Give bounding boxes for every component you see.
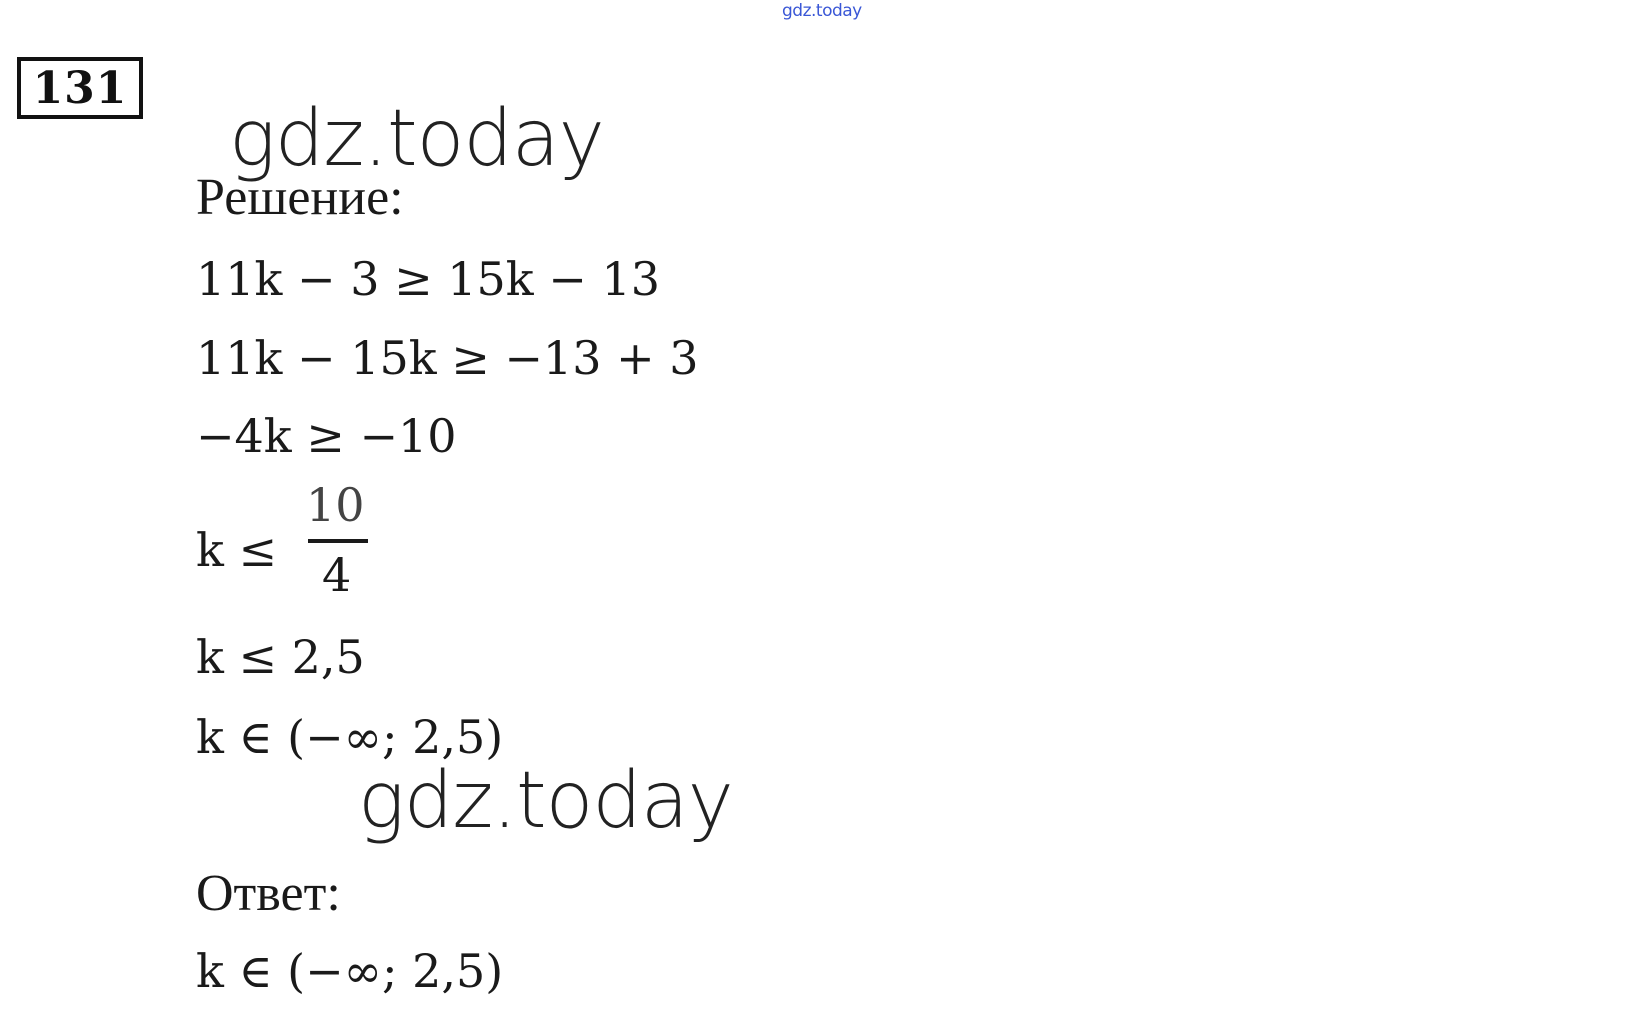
- problem-number: 131: [32, 62, 128, 114]
- fraction-lhs: k ≤: [196, 523, 278, 577]
- fraction-bar: [308, 539, 368, 543]
- solution-heading: Решение:: [196, 169, 404, 226]
- math-step-2: 11k − 15k ≥ −13 + 3: [196, 331, 699, 385]
- answer-heading: Ответ:: [196, 865, 341, 922]
- math-step-5: k ≤ 2,5: [196, 630, 365, 684]
- watermark-lower: gdz.today: [358, 756, 733, 846]
- answer-value: k ∈ (−∞; 2,5): [196, 944, 504, 998]
- problem-number-box: [17, 57, 143, 119]
- top-watermark: gdz.today: [782, 1, 862, 21]
- fraction-numerator: 10: [306, 478, 365, 532]
- math-step-6: k ∈ (−∞; 2,5): [196, 710, 504, 764]
- fraction-denominator: 4: [322, 548, 352, 602]
- math-step-3: −4k ≥ −10: [196, 409, 457, 463]
- math-step-1: 11k − 3 ≥ 15k − 13: [196, 252, 660, 306]
- watermark-upper: gdz.today: [229, 94, 604, 184]
